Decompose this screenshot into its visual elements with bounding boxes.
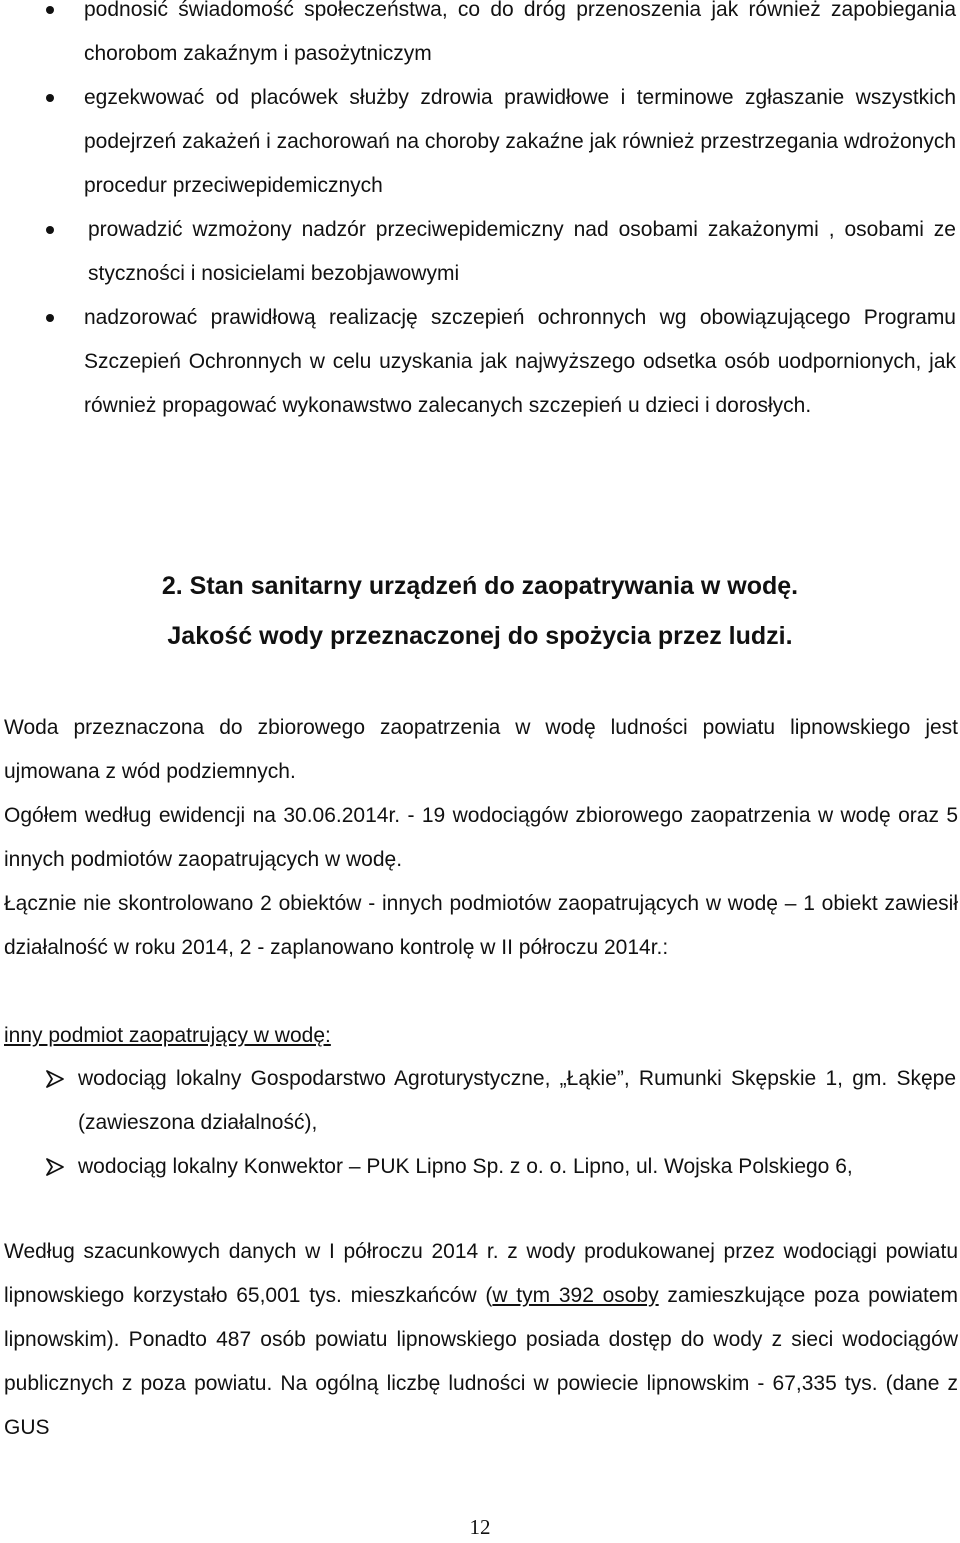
list-item (0, 1145, 960, 1189)
bullet-text: nadzorować prawidłową realizację szczepień ochronnych wg obowiązującego Programu Szczepień Ochronnych w celu uzyskania jak najwyższego odsetka osób uodpornionych, jak również propagować wykonawstwo zalecanych szczepień u dzieci i dorosłych. (84, 306, 956, 417)
bullet-icon (46, 226, 54, 234)
paragraph-other-entity-heading: inny podmiot zaopatrujący w wodę: (4, 1024, 331, 1047)
list-item (0, 1057, 960, 1145)
arrow-item-text: wodociąg lokalny Gospodarstwo Agroturystyczne, „Łąkie”, Rumunki Skępskie 1, gm. Skępe (zawieszona działalność), (78, 1067, 956, 1134)
arrow-item-text: wodociąg lokalny Konwektor – PUK Lipno Sp. z o. o. Lipno, ul. Wojska Polskiego 6, (78, 1155, 853, 1178)
arrow-bullet-icon (44, 1156, 66, 1178)
arrow-list (0, 1057, 960, 1189)
section-heading-line-2: Jakość wody przeznaczonej do spożycia przez ludzi. (167, 622, 793, 650)
list-item (0, 0, 960, 76)
paragraph-water-source: Woda przeznaczona do zbiorowego zaopatrzenia w wodę ludności powiatu lipnowskiego jest ujmowana z wód podziemnych. (4, 716, 958, 783)
paragraph-not-inspected: Łącznie nie skontrolowano 2 obiektów - innych podmiotów zaopatrujących w wodę – 1 obiekt zawiesił działalność w roku 2014, 2 - zaplanowano kontrolę w II półroczu 2014r.: (4, 892, 958, 959)
bullet-text: egzekwować od placówek służby zdrowia prawidłowe i terminowe zgłaszanie wszystkich podejrzeń zakażeń i zachorowań na choroby zakaźne jak również przestrzegania wdrożonych procedur przeciwepidemicznych (84, 86, 956, 197)
paragraph-waterworks-count: Ogółem według ewidencji na 30.06.2014r. - 19 wodociągów zbiorowego zaopatrzenia w wodę oraz 5 innych podmiotów zaopatrujących w wodę. (4, 804, 958, 871)
bullet-text: podnosić świadomość społeczeństwa, co do dróg przenoszenia jak również zapobiegania chorobom zakaźnym i pasożytniczym (84, 0, 956, 65)
section-heading-line-1: 2. Stan sanitarny urządzeń do zaopatrywania w wodę. (161, 572, 799, 600)
bullet-icon (46, 6, 54, 14)
paragraph-population-served (4, 1230, 958, 1450)
paragraph-text: zamieszkujące poza powiatem lipnowskim). Ponadto 487 osób powiatu lipnowskiego posiada dostęp do wody z sieci wodociągów publicznych z poza powiatu. Na ogólną liczbę ludności w powiecie lipnowskim - 67,335 tys. (dane z GUS (4, 1284, 959, 1439)
arrow-bullet-icon (44, 1068, 66, 1090)
list-item (0, 208, 960, 296)
page-number: 12 (469, 1515, 491, 1539)
underlined-text: w tym 392 osoby (492, 1284, 659, 1307)
bullet-list (0, 0, 960, 428)
paragraph-text: Według szacunkowych danych w I półroczu 2014 r. z wody produkowanej przez wodociągi powiatu lipnowskiego korzystało 65,001 tys. mieszkańców ( (4, 1240, 958, 1307)
list-item (0, 296, 960, 428)
list-item (0, 76, 960, 208)
bullet-icon (46, 94, 54, 102)
bullet-text: prowadzić wzmożony nadzór przeciwepidemiczny nad osobami zakażonymi , osobami ze styczności i nosicielami bezobjawowymi (88, 218, 956, 285)
bullet-icon (46, 314, 54, 322)
